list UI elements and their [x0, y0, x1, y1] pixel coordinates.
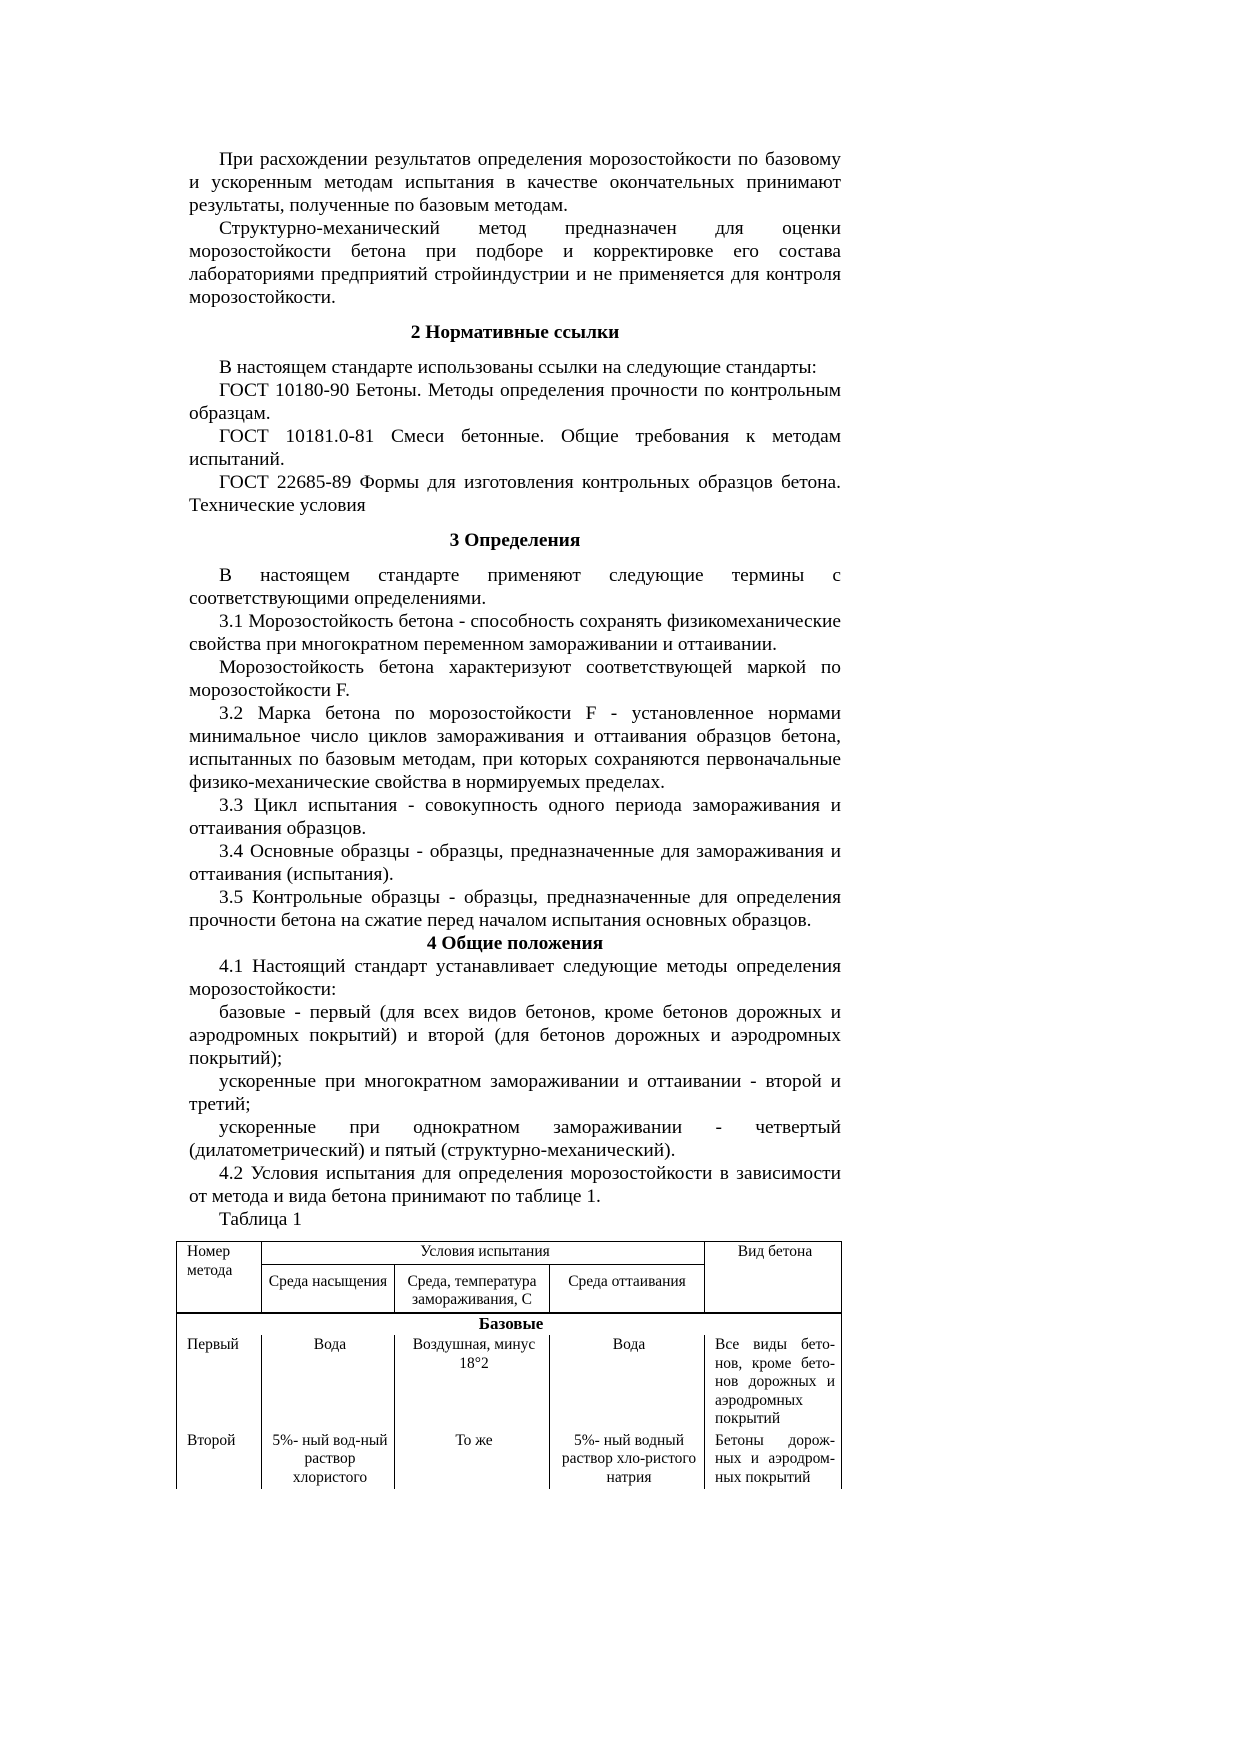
- paragraph: 3.3 Цикл испытания - совокупность одного периода замораживания и оттаивания образцов.: [189, 795, 841, 839]
- section-heading: 2 Нормативные ссылки: [410, 322, 620, 343]
- paragraph: ГОСТ 10181.0-81 Смеси бетонные. Общие требования к методам испытаний.: [189, 426, 841, 470]
- table-caption: Таблица 1: [219, 1209, 302, 1230]
- table-header-row: [177, 1242, 842, 1265]
- cell-concrete-type: Все виды бето-нов, кроме бето-нов дорожных и аэродромных покрытий: [705, 1335, 842, 1431]
- cell-thawing: 5%- ный водный раствор хло-ристого натрия: [550, 1431, 705, 1490]
- paragraph: 3.1 Морозостойкость бетона - способность сохранять физикомеханические свойства при многократном переменном замораживании и оттаивании.: [189, 611, 841, 655]
- cell-saturation: Вода: [262, 1335, 395, 1431]
- document-page: [189, 148, 841, 1489]
- table-group-row: [177, 1313, 842, 1336]
- cell-saturation: 5%- ный вод-ный раствор хлористого: [262, 1431, 395, 1490]
- intro-paragraph: Структурно-механический метод предназначен для оценки морозостойкости бетона при подборе и корректировке его состава лабораториями предприятий стройиндустрии и не применяется для контроля морозостойкости.: [189, 218, 841, 308]
- section-heading: 3 Определения: [449, 530, 581, 551]
- paragraph: ускоренные при однократном замораживании - четвертый (дилатометрический) и пятый (структурно-механический).: [189, 1117, 841, 1161]
- table-row: [177, 1335, 842, 1431]
- paragraph: 3.2 Марка бетона по морозостойкости F - установленное нормами минимальное число циклов замораживания и оттаивания образцов бетона, испытанных по базовым методам, при которых сохраняются первоначальные физико-механические свойства в нормируемых пределах.: [189, 703, 841, 793]
- header-thawing: Среда оттаивания: [550, 1264, 705, 1313]
- header-saturation: Среда насыщения: [262, 1264, 395, 1313]
- header-conditions: Условия испытания: [262, 1242, 705, 1265]
- cell-thawing: Вода: [550, 1335, 705, 1431]
- cell-method: Второй: [177, 1431, 262, 1490]
- paragraph: 4.1 Настоящий стандарт устанавливает следующие методы определения морозостойкости:: [189, 956, 841, 1000]
- paragraph: 3.4 Основные образцы - образцы, предназначенные для замораживания и оттаивания (испытания).: [189, 841, 841, 885]
- paragraph: 4.2 Условия испытания для определения морозостойкости в зависимости от метода и вида бетона принимают по таблице 1.: [189, 1163, 841, 1207]
- paragraph: Морозостойкость бетона характеризуют соответствующей маркой по морозостойкости F.: [189, 657, 841, 701]
- header-method: Номер метода: [177, 1242, 262, 1313]
- paragraph: ГОСТ 22685-89 Формы для изготовления контрольных образцов бетона. Технические условия: [189, 472, 841, 516]
- paragraph: В настоящем стандарте применяют следующие термины с соответствующими определениями.: [189, 565, 841, 609]
- paragraph: ускоренные при многократном замораживании и оттаивании - второй и третий;: [189, 1071, 841, 1115]
- header-freezing: Среда, температура замораживания, С: [395, 1264, 550, 1313]
- paragraph: базовые - первый (для всех видов бетонов, кроме бетонов дорожных и аэродромных покрытий) и второй (для бетонов дорожных и аэродромных покрытий);: [189, 1002, 841, 1069]
- cell-freezing: То же: [395, 1431, 550, 1490]
- test-conditions-table: [176, 1241, 842, 1489]
- intro-paragraph: При расхождении результатов определения морозостойкости по базовому и ускоренным методам испытания в качестве окончательных принимают результаты, полученные по базовым методам.: [189, 149, 841, 216]
- cell-method: Первый: [177, 1335, 262, 1431]
- section-heading: 4 Общие положения: [426, 933, 604, 954]
- cell-freezing: Воздушная, минус 18°2: [395, 1335, 550, 1431]
- cell-concrete-type: Бетоны дорож-ных и аэродром-ных покрытий: [705, 1431, 842, 1490]
- header-concrete-type: Вид бетона: [705, 1242, 842, 1313]
- table-row: [177, 1431, 842, 1490]
- paragraph: ГОСТ 10180-90 Бетоны. Методы определения прочности по контрольным образцам.: [189, 380, 841, 424]
- paragraph: 3.5 Контрольные образцы - образцы, предназначенные для определения прочности бетона на сжатие перед началом испытания основных образцов.: [189, 887, 841, 931]
- paragraph: В настоящем стандарте использованы ссылки на следующие стандарты:: [219, 357, 817, 378]
- group-label: Базовые: [177, 1313, 842, 1336]
